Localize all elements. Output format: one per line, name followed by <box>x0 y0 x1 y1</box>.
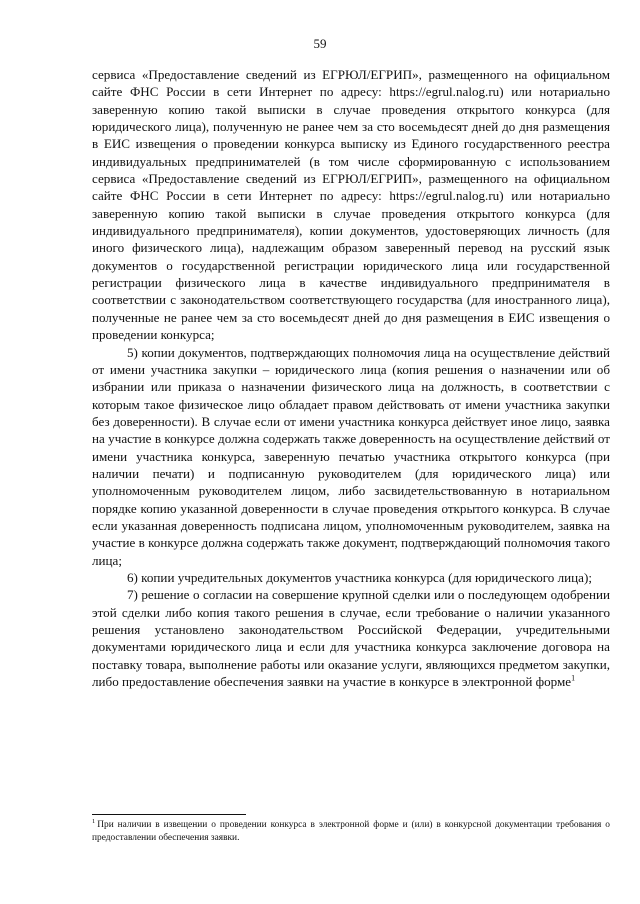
document-body <box>92 66 610 690</box>
paragraph-item-7-text: 7) решение о согласии на совершение крупной сделки или о последующем одобрении этой сделки либо копия такого решения в случае, если требование о наличии указанного решения установлено законодательством Российской Федерации, учредительными документами юридического лица и если для участника конкурса заключение договора на поставку товара, выполнение работы или оказание услуги, являющихся предметом закупки, либо предоставление обеспечения заявки на участие в конкурсе в электронной форме <box>92 587 610 690</box>
paragraph-item-7-major-transaction <box>92 586 610 690</box>
footnote-divider <box>92 814 246 815</box>
page-number: 59 <box>313 36 327 51</box>
paragraph-registration-extract: сервиса «Предоставление сведений из ЕГРЮЛ/ЕГРИП», размещенного на официальном сайте ФНС России в сети Интернет по адресу: https://egrul.nalog.ru) или нотариально заверенную копию такой выписки в случае проведения открытого конкурса (для юридического лица), полученную не ранее чем за сто восемьдесят дней до дня размещения в ЕИС извещения о проведении конкурса выписку из Единого государственного реестра индивидуальных предпринимателей (в том числе сформированную с использованием сервиса «Предоставление сведений из ЕГРЮЛ/ЕГРИП», размещенного на официальном сайте ФНС России в сети Интернет по адресу: https://egrul.nalog.ru) или нотариально заверенную копию такой выписки в случае проведения открытого конкурса (для индивидуального предпринимателя), копии документов, удостоверяющих личность (для иного физического лица), надлежащим образом заверенный перевод на русский язык документов о государственной регистрации юридического лица или государственной регистрации физического лица в качестве индивидуального предпринимателя в соответствии с законодательством соответствующего государства (для иностранного лица), полученные не ранее чем за сто восемьдесят дней до дня размещения в ЕИС извещения о проведении конкурса; <box>92 67 610 343</box>
footnote-reference: 1 <box>571 673 576 683</box>
footnote-text: При наличии в извещении о проведении конкурса в электронной форме и (или) в конкурсной документации требования о предоставлении обеспечения заявки. <box>92 820 610 843</box>
footnote-mark: 1 <box>92 817 96 825</box>
paragraph-item-5-authority-documents: 5) копии документов, подтверждающих полномочия лица на осуществление действий от имени участника закупки – юридического лица (копия решения о назначении или об избрании или приказа о назначении физического лица на должность, в соответствии с которым такое физическое лицо обладает правом действовать от имени участника закупки без доверенности). В случае если от имени участника конкурса действует иное лицо, заявка на участие в конкурсе должна содержать также доверенность на осуществление действий от имени участника конкурса, заверенную печатью участника открытого конкурса (при наличии печати) и подписанную руководителем (для юридического лица) или уполномоченным руководителем лицом, либо засвидетельствованную в нотариальном порядке копию указанной доверенности в случае проведения открытого конкурса. В случае если указанная доверенность подписана лицом, уполномоченным руководителем, заявка на участие в конкурсе должна содержать также документ, подтверждающий полномочия такого лица; <box>92 344 610 568</box>
paragraph-item-6-founding-documents: 6) копии учредительных документов участника конкурса (для юридического лица); <box>127 569 592 585</box>
footnote <box>92 819 610 844</box>
